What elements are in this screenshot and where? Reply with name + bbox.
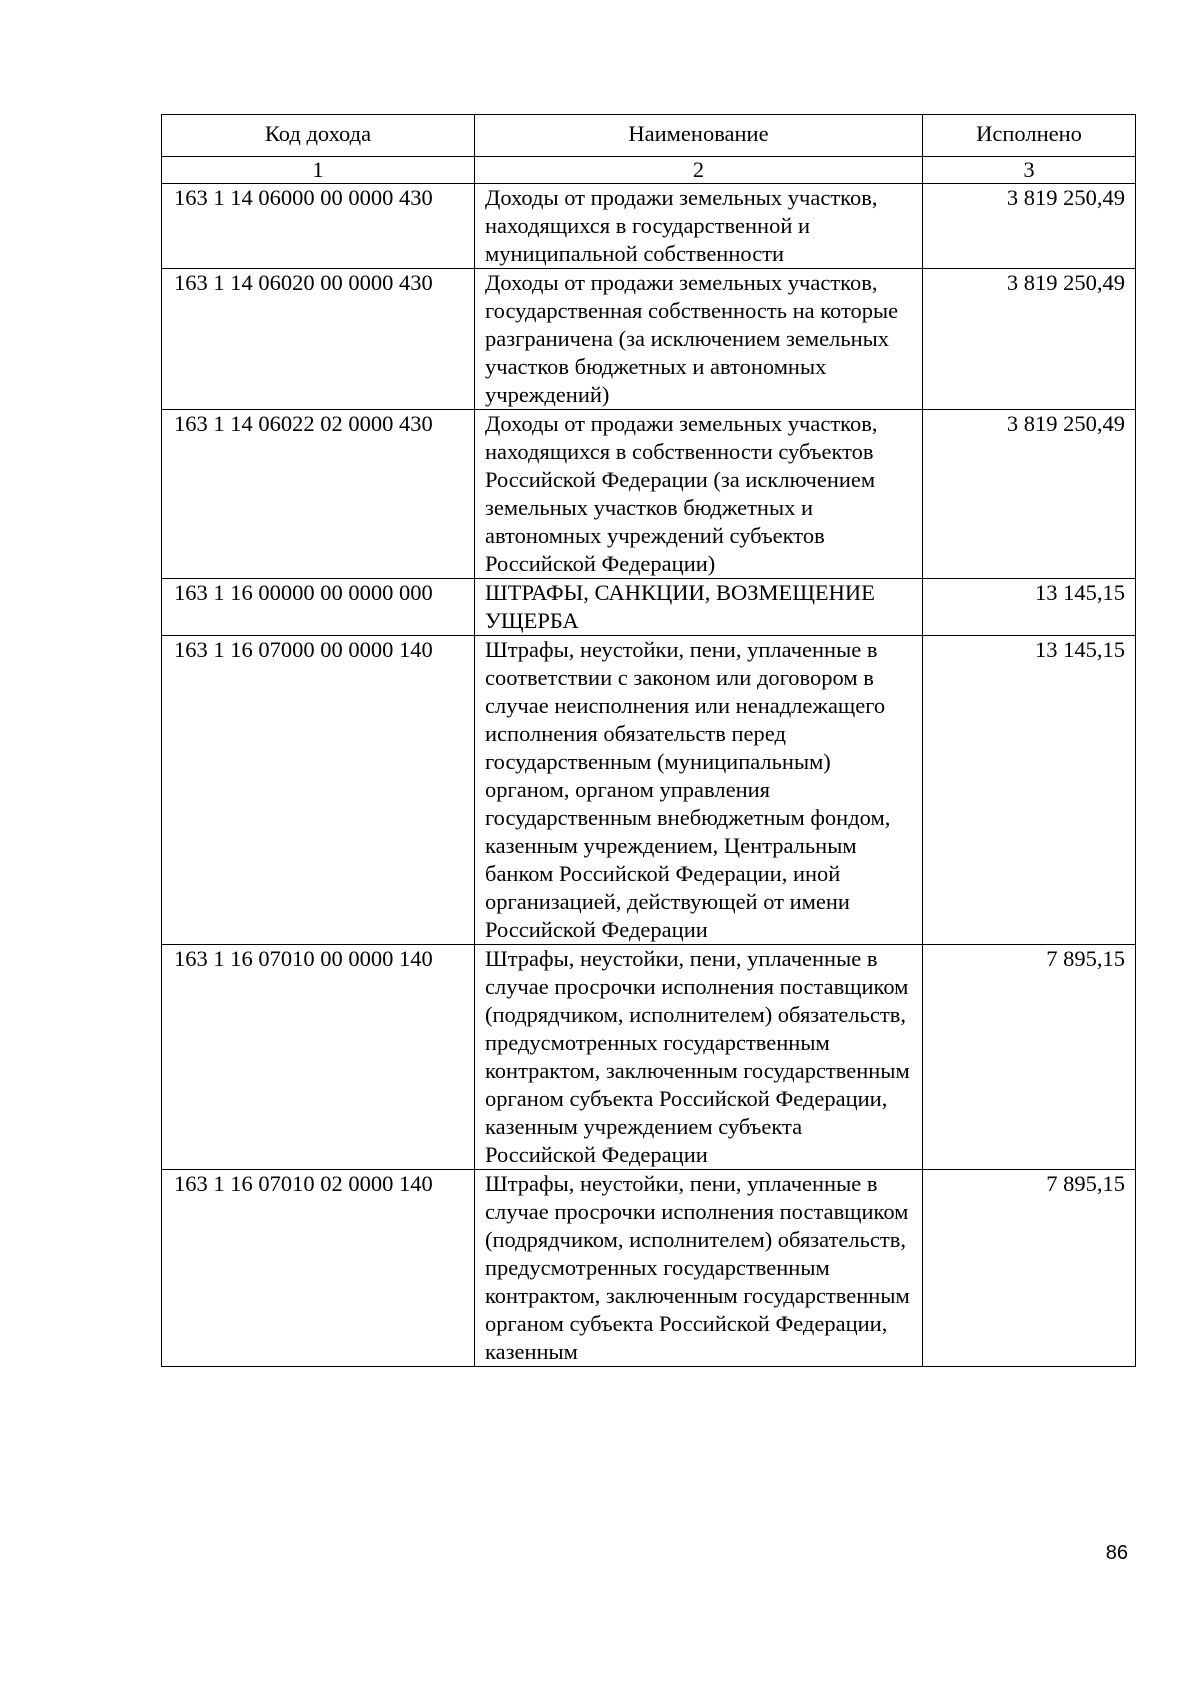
revenue-code: 163 1 14 06000 00 0000 430 bbox=[162, 184, 475, 269]
table-row bbox=[162, 579, 1136, 636]
executed-amount: 13 145,15 bbox=[923, 579, 1136, 636]
page-number: 86 bbox=[1105, 1542, 1128, 1564]
revenue-code: 163 1 16 00000 00 0000 000 bbox=[162, 579, 475, 636]
executed-amount: 7 895,15 bbox=[923, 945, 1136, 1170]
table-row bbox=[162, 945, 1136, 1170]
revenue-name: Штрафы, неустойки, пени, уплаченные в соответствии с законом или договором в случае неисполнения или ненадлежащего исполнения обязательств перед государственным (муниципальным) органом, органом управления государственным внебюджетным фондом, казенным учреждением, Центральным банком Российской Федерации, иной организацией, действующей от имени Российской Федерации bbox=[475, 636, 923, 945]
revenue-code: 163 1 14 06020 00 0000 430 bbox=[162, 269, 475, 410]
revenue-code: 163 1 16 07000 00 0000 140 bbox=[162, 636, 475, 945]
table-row bbox=[162, 184, 1136, 269]
revenue-code: 163 1 14 06022 02 0000 430 bbox=[162, 410, 475, 579]
header-code: Код дохода bbox=[162, 115, 475, 157]
revenue-name: Доходы от продажи земельных участков, государственная собственность на которые разграничена (за исключением земельных участков бюджетных и автономных учреждений) bbox=[475, 269, 923, 410]
header-name: Наименование bbox=[475, 115, 923, 157]
revenue-name: Штрафы, неустойки, пени, уплаченные в случае просрочки исполнения поставщиком (подрядчиком, исполнителем) обязательств, предусмотренных государственным контрактом, заключенным государственным органом субъекта Российской Федерации, казенным учреждением субъекта Российской Федерации bbox=[475, 945, 923, 1170]
column-number-row bbox=[162, 157, 1136, 184]
revenue-name: ШТРАФЫ, САНКЦИИ, ВОЗМЕЩЕНИЕ УЩЕРБА bbox=[475, 579, 923, 636]
table-row bbox=[162, 1170, 1136, 1367]
header-row bbox=[162, 115, 1136, 157]
revenue-name: Доходы от продажи земельных участков, находящихся в государственной и муниципальной собственности bbox=[475, 184, 923, 269]
executed-amount: 3 819 250,49 bbox=[923, 269, 1136, 410]
revenue-name: Доходы от продажи земельных участков, находящихся в собственности субъектов Российской Федерации (за исключением земельных участков бюджетных и автономных учреждений субъектов Российской Федерации) bbox=[475, 410, 923, 579]
header-amount: Исполнено bbox=[923, 115, 1136, 157]
executed-amount: 3 819 250,49 bbox=[923, 410, 1136, 579]
table-row bbox=[162, 636, 1136, 945]
executed-amount: 7 895,15 bbox=[923, 1170, 1136, 1367]
revenue-code: 163 1 16 07010 02 0000 140 bbox=[162, 1170, 475, 1367]
column-number-2: 2 bbox=[475, 157, 923, 184]
revenue-table bbox=[161, 114, 1136, 1367]
column-number-3: 3 bbox=[923, 157, 1136, 184]
revenue-code: 163 1 16 07010 00 0000 140 bbox=[162, 945, 475, 1170]
column-number-1: 1 bbox=[162, 157, 475, 184]
table-row bbox=[162, 269, 1136, 410]
executed-amount: 13 145,15 bbox=[923, 636, 1136, 945]
executed-amount: 3 819 250,49 bbox=[923, 184, 1136, 269]
revenue-name: Штрафы, неустойки, пени, уплаченные в случае просрочки исполнения поставщиком (подрядчиком, исполнителем) обязательств, предусмотренных государственным контрактом, заключенным государственным органом субъекта Российской Федерации, казенным bbox=[475, 1170, 923, 1367]
table-row bbox=[162, 410, 1136, 579]
